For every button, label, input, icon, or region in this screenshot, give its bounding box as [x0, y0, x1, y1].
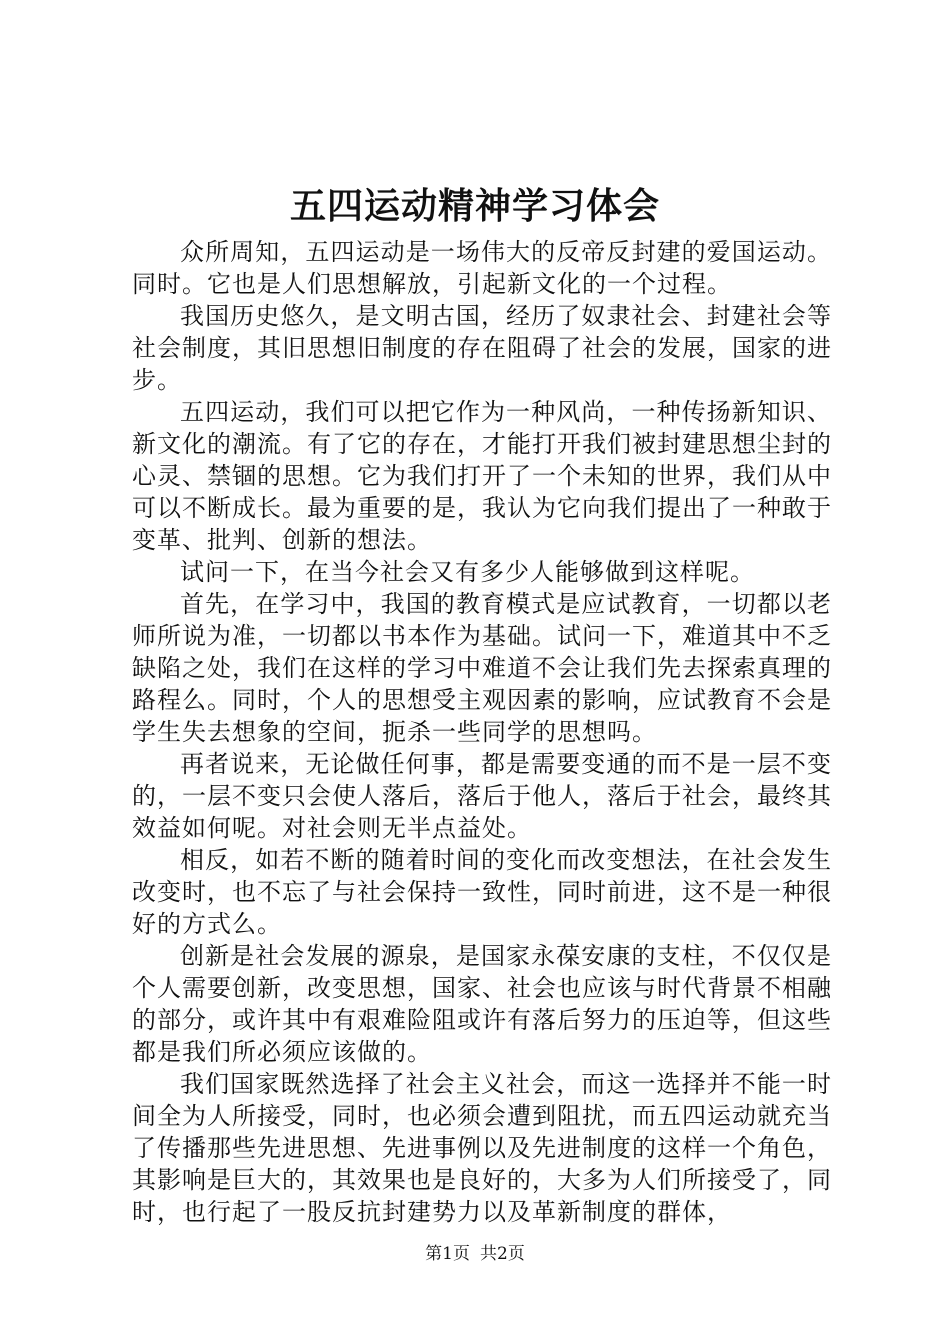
paragraph: 相反，如若不断的随着时间的变化而改变想法，在社会发生改变时，也不忘了与社会保持一致性，同时前进，这不是一种很好的方式么。 — [132, 846, 832, 938]
page-number: 第1页 — [425, 1244, 470, 1264]
document-title: 五四运动精神学习体会 — [289, 185, 660, 227]
paragraph: 再者说来，无论做任何事，都是需要变通的而不是一层不变的，一层不变只会使人落后，落后于他人，落后于社会，最终其效益如何呢。对社会则无半点益处。 — [132, 750, 832, 842]
paragraph: 试问一下，在当今社会又有多少人能够做到这样呢。 — [180, 558, 755, 586]
paragraph: 创新是社会发展的源泉，是国家永葆安康的支柱，不仅仅是个人需要创新，改变思想，国家、社会也应该与时代背景不相融的部分，或许其中有艰难险阻或许有落后努力的压迫等，但这些都是我们所必须应该做的。 — [132, 942, 832, 1066]
paragraph: 我们国家既然选择了社会主义社会，而这一选择并不能一时间全为人所接受，同时，也必须会遭到阻扰，而五四运动就充当了传播那些先进思想、先进事例以及先进制度的这样一个角色，其影响是巨大的，其效果也是良好的，大多为人们所接受了，同时，也行起了一股反抗封建势力以及革新制度的群体， — [132, 1070, 832, 1226]
paragraph: 首先，在学习中，我国的教育模式是应试教育，一切都以老师所说为准，一切都以书本作为基础。试问一下，难道其中不乏缺陷之处，我们在这样的学习中难道不会让我们先去探索真理的路程么。同时，个人的思想受主观因素的影响，应试教育不会是学生失去想象的空间，扼杀一些同学的思想吗。 — [132, 590, 832, 746]
paragraph: 五四运动，我们可以把它作为一种风尚，一种传扬新知识、新文化的潮流。有了它的存在，才能打开我们被封建思想尘封的心灵、禁锢的思想。它为我们打开了一个未知的世界，我们从中可以不断成长。最为重要的是，我认为它向我们提出了一种敢于变革、批判、创新的想法。 — [132, 398, 832, 554]
document-body — [132, 236, 832, 1228]
page-footer — [0, 1242, 950, 1266]
paragraph: 我国历史悠久，是文明古国，经历了奴隶社会、封建社会等社会制度，其旧思想旧制度的存在阻碍了社会的发展，国家的进步。 — [132, 302, 832, 394]
page-total: 共2页 — [480, 1244, 525, 1264]
paragraph: 众所周知，五四运动是一场伟大的反帝反封建的爱国运动。同时。它也是人们思想解放，引起新文化的一个过程。 — [132, 238, 832, 298]
